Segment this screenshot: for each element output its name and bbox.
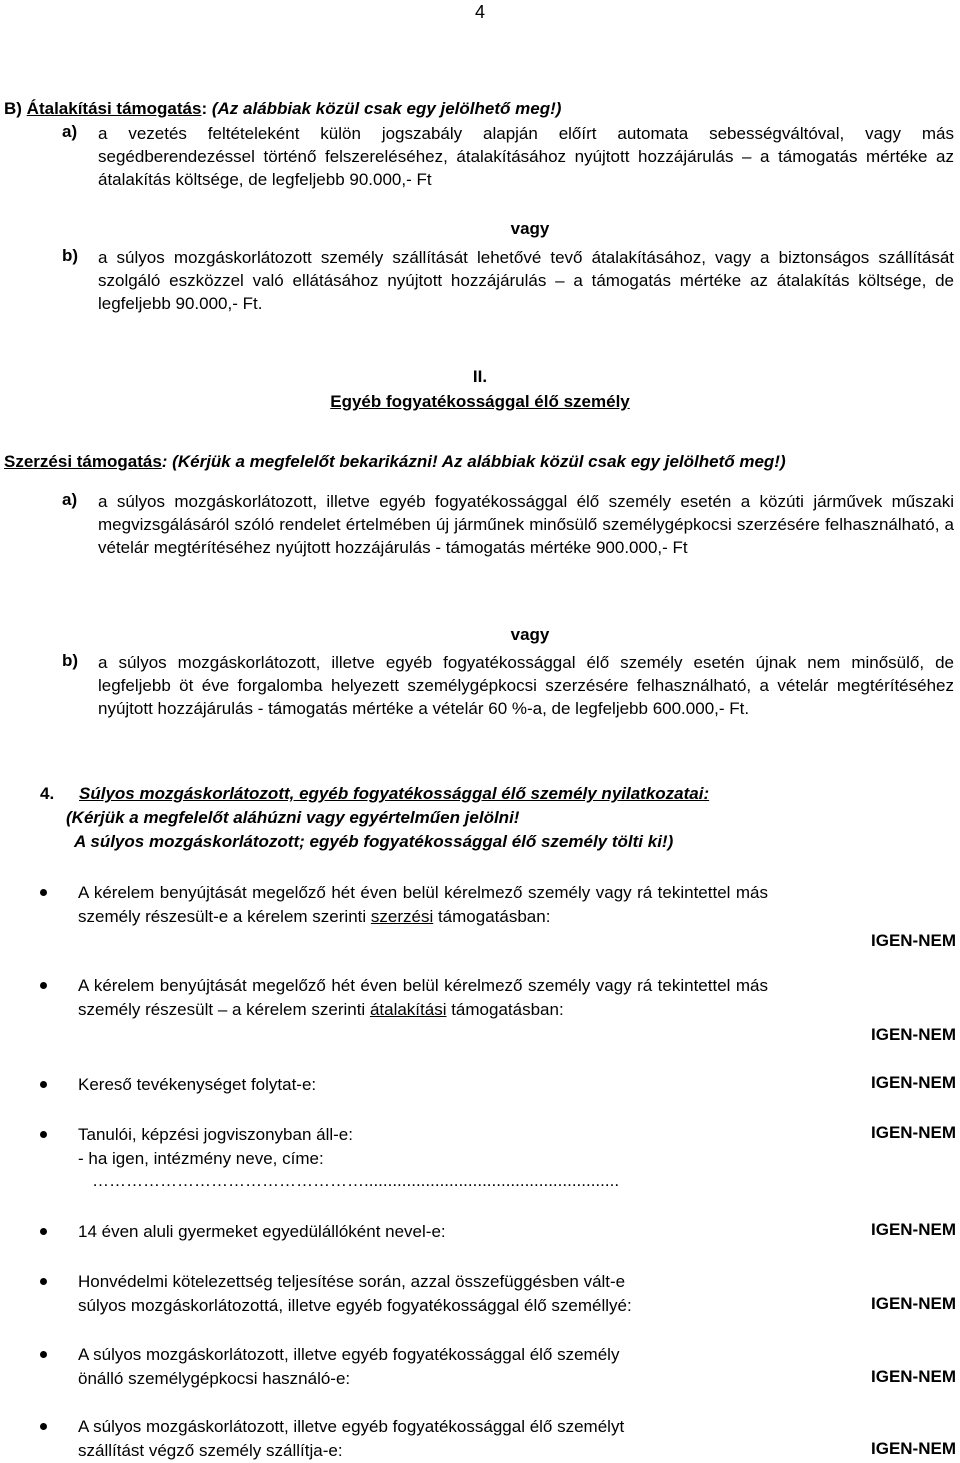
section-b-a-label: a) bbox=[62, 122, 78, 141]
bullet-icon bbox=[40, 1278, 47, 1285]
section-b-heading bbox=[4, 99, 561, 119]
subsidy-title: Szerzési támogatás bbox=[4, 452, 162, 471]
question-8-line1: A súlyos mozgáskorlátozott, illetve egyéb fogyatékossággal élő személyt bbox=[78, 1417, 625, 1436]
section-b-title: Átalakítási támogatás bbox=[26, 99, 202, 118]
bullet-icon bbox=[40, 1423, 47, 1430]
question-2-tail: támogatásban: bbox=[446, 999, 564, 1019]
question-8-line2: szállítást végző személy szállítja-e: bbox=[78, 1441, 343, 1460]
section-ii-b-text: a súlyos mozgáskorlátozott, illetve egyéb fogyatékossággal élő személy esetén újnak nem minősülő, de legfeljebb öt éve forgalomba helyezett személygépkocsi szerzésére felhasználható, a vételár megtérítéséhez nyújtott hozzájárulás - támogatás mértéke a vételár 60 %-a, de legfeljebb 600.000,- Ft. bbox=[98, 653, 954, 718]
answer-6-igen-nem[interactable]: IGEN-NEM bbox=[871, 1294, 956, 1313]
answer-7-igen-nem[interactable]: IGEN-NEM bbox=[871, 1367, 956, 1386]
section-ii-title: Egyéb fogyatékossággal élő személy bbox=[330, 392, 630, 411]
institution-fill-line[interactable]: …………………………………………...................................................... bbox=[92, 1171, 620, 1190]
question-6-line2: súlyos mozgáskorlátozottá, illetve egyéb fogyatékossággal élő személlyé: bbox=[78, 1296, 632, 1315]
question-4-sub: - ha igen, intézmény neve, címe: bbox=[78, 1149, 324, 1168]
section-ii-roman: II. bbox=[472, 367, 488, 386]
section-b-a-text: a vezetés feltételeként külön jogszabály alapján előírt automata sebességváltóval, vagy más segédberendezéssel történő felszereléséhez, átalakításához nyújtott hozzájárulás – a támogatás mértéke az átalakítás költsége, de legfeljebb 90.000,- Ft bbox=[98, 124, 954, 189]
section-b-b-text: a súlyos mozgáskorlátozott személy szállítását lehetővé tevő átalakításához, vagy a biztonságos szállítását szolgáló eszközzel való ellátásához nyújtott hozzájárulás – a támogatás mértéke az átalakítás költsége, de legfeljebb 90.000,- Ft. bbox=[98, 248, 954, 313]
answer-3-igen-nem[interactable]: IGEN-NEM bbox=[871, 1073, 956, 1092]
section-b-note: (Az alábbiak közül csak egy jelölhető meg!) bbox=[207, 99, 562, 118]
answer-8-igen-nem[interactable]: IGEN-NEM bbox=[871, 1439, 956, 1458]
question-1 bbox=[78, 881, 768, 928]
question-6-line1: Honvédelmi kötelezettség teljesítése során, azzal összefüggésben vált-e bbox=[78, 1272, 626, 1291]
question-4: Tanulói, képzési jogviszonyban áll-e: bbox=[78, 1125, 353, 1144]
question-2-text: A kérelem benyújtását megelőző hét éven belül kérelmező személy vagy rá tekintettel más személy részesült – a kérelem szerinti bbox=[78, 976, 768, 1019]
section-b-colon: : bbox=[201, 99, 208, 118]
question-2-underlined: átalakítási bbox=[369, 999, 447, 1019]
subsidy-note: : (Kérjük a megfelelőt bekarikázni! Az alábbiak közül csak egy jelölhető meg!) bbox=[161, 452, 786, 471]
answer-1-igen-nem[interactable]: IGEN-NEM bbox=[871, 931, 956, 950]
section-4-note2: A súlyos mozgáskorlátozott; egyéb fogyatékossággal élő személy tölti ki!) bbox=[74, 832, 674, 851]
question-5: 14 éven aluli gyermeket egyedülállóként nevel-e: bbox=[78, 1222, 446, 1241]
bullet-icon bbox=[40, 1131, 47, 1138]
question-1-text: A kérelem benyújtását megelőző hét éven belül kérelmező személy vagy rá tekintettel más személy részesült-e a kérelem szerinti bbox=[78, 883, 768, 926]
section-4-note1: (Kérjük a megfelelőt aláhúzni vagy egyértelműen jelölni! bbox=[66, 808, 520, 827]
page-number: 4 bbox=[474, 2, 485, 22]
question-1-underlined: szerzési bbox=[370, 906, 434, 926]
question-3: Kereső tevékenységet folytat-e: bbox=[78, 1075, 317, 1094]
bullet-icon bbox=[40, 1081, 47, 1088]
question-7-line2: önálló személygépkocsi használó-e: bbox=[78, 1369, 351, 1388]
bullet-icon bbox=[40, 1228, 47, 1235]
answer-4-igen-nem[interactable]: IGEN-NEM bbox=[871, 1123, 956, 1142]
question-2 bbox=[78, 974, 768, 1021]
bullet-icon bbox=[40, 1351, 47, 1358]
answer-2-igen-nem[interactable]: IGEN-NEM bbox=[871, 1025, 956, 1044]
section-ii-a-text: a súlyos mozgáskorlátozott, illetve egyéb fogyatékossággal élő személy esetén a közúti járművek műszaki megvizsgálásáról szóló rendelet értelmében új járműnek minősülő személygépkocsi szerzésére felhasználható, a vételár megtérítéséhez nyújtott hozzájárulás - támogatás mértéke 900.000,- Ft bbox=[98, 492, 954, 557]
bullet-icon bbox=[40, 889, 47, 896]
section-ii-a-label: a) bbox=[62, 490, 78, 509]
section-4-number: 4. bbox=[40, 784, 55, 803]
section-ii-b-label: b) bbox=[62, 651, 79, 670]
question-7-line1: A súlyos mozgáskorlátozott, illetve egyéb fogyatékossággal élő személy bbox=[78, 1345, 620, 1364]
subsidy-heading bbox=[4, 452, 786, 472]
answer-5-igen-nem[interactable]: IGEN-NEM bbox=[871, 1220, 956, 1239]
bullet-icon bbox=[40, 982, 47, 989]
question-1-tail: támogatásban: bbox=[433, 906, 551, 926]
section-ii-or: vagy bbox=[510, 625, 550, 644]
section-b-b-label: b) bbox=[62, 246, 79, 265]
section-b-prefix: B) bbox=[4, 99, 27, 118]
section-4-title: Súlyos mozgáskorlátozott, egyéb fogyatékossággal élő személy nyilatkozatai: bbox=[79, 784, 710, 803]
section-b-or: vagy bbox=[510, 219, 550, 238]
